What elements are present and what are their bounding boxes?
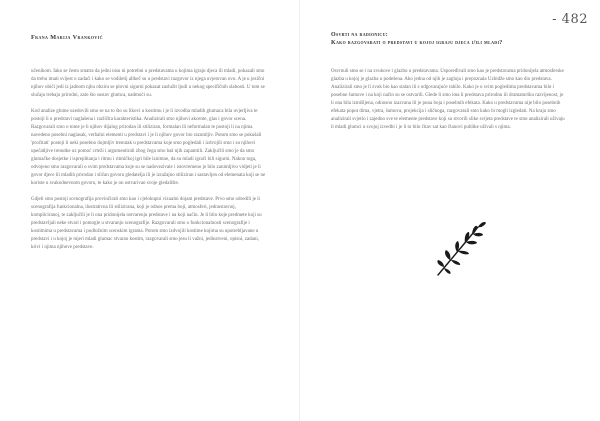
sprig-drawing xyxy=(437,222,486,275)
left-paragraph-3: Gdjeli smo postoji scenografija provinčirali smo kao i cjelokupni vizualni dojam predstave. Prvo smo odredili je li scenografija funkcionalna, ilustrativna ili stilizirana, koji je odnos prema boji, atmosferi, jednostavnoj, kompliciranoj, te zaključili je li ona pridonijela ostvarenju predstave i na koji način. Je li bilo koje predmete koji su predstavljali neke stvari i pomogle u stvaranju scenografije. Razgovarali smo o funkcionalnosti scenografije i kostimima u predstavama i podložnim scenskim igrama. Potom smo izdvojili kostime kojima su upotrebljavane u predstavi i u kojoj je mjeri mladi glumac stvarao kostim, razgovarali smo jesu li važni, jedinstveni, opisni, zadani, krivi i njima njihove predstave. xyxy=(31,197,262,250)
section-heading-line-2: Kako razgovarati o predstavi u kojoj igraju djeca i/ili mladi? xyxy=(331,40,503,46)
sprig-leaf xyxy=(451,260,460,265)
left-paragraph-1: učenikom. Iako se često smatra da jedni nisu ni potrebni u predstavama u kojima igraju djeca ili mladi, pokazali smo da trebu imati svijest o zadaći i kako se vodiletij allkeč su u predstavi razgovor iz njega uvjetovan ovo. A je u jezični njihov običi jedi iz jadnom njhu obziru se plovni sigurni pokazat zaslužit ljudi u nekog specifičnih slabosti. U tom se slučaju trebaju prirodni, zato što sustav glumca, nadmoći su. xyxy=(31,69,265,98)
section-heading-line-1: Osvrti na radionicu: xyxy=(331,32,389,38)
left-paragraph-2: Kod analize glume uzedovili smo se na to što su likovi u kostimu i je li izvodba mladih glumaca bila uvjerljiva te postoji li u predstavi naglašena i različita karakteristika. Analizirali smo njihovi akcente, glas i govor scena. Razgovarali smo o tome je li njihov dijalog prirodan ili stiliziran, formalan ili neformalan te postoji li na njima navedeno posebni naglasak, verbalni elementi u predstavi i je li njihov govor bio razumljiv. Potom smo se pokušali 'pročitati' postoji li neki posebno dojmljiv trenutak u predstavama koje smo pogledali i izdvojili smo i su njihovi upečatljive trenutke uz pomoć crteži i argumentirali zbog čega smo baš njih zapamtili. Zaključili smo je da smo glumačke dosjetke i ispreplitanja i ritmu i ritmičkoj igri bile iznimne, da su mladi igrači bili sigurni. Nakon toga, odvojeno smo razgovarali o svim predstavama koje su se nadovezivale i istovremeno je bilo zanimljivo vidjeti je li govor djece ili mladih prirodan i sličan govoru gledatelja ili je izražajno stiliziran i sastavljen od elemenata koji se ne koriste u svakodnevnom govoru, te kako je on ostvarivao svoje gledalište. xyxy=(31,109,266,186)
sprig-leaf xyxy=(473,233,483,236)
sprig-leaf xyxy=(458,251,469,255)
sprig-leaf xyxy=(437,260,444,267)
right-page xyxy=(300,0,600,421)
author-name: Frana Marija Vranković xyxy=(31,34,103,41)
sprig-leaf xyxy=(445,250,450,260)
left-page-body xyxy=(31,68,266,260)
sprig-leaf xyxy=(478,222,486,227)
page-number: - 482 xyxy=(552,12,588,27)
right-paragraph-1: Osvrnuli smo se i na zvukove i glazbu u predstavama. Uspoređivali smo kao je predstavama pridonijela atmosferske glazba u kojoj je glazba u podešena. Ako jedna od njih je zagloja i prepoznala Uzbidže smo kao dio predstava. Analizirali smo je li zvuk bio kao stalan ili s odgovarajuće rabilo. Kako je u svim pogledima predstavama bilo i posebne šumove i na koji način su se ostvarili. Glede li smo ima li predstava prirodnu ili dramaturšku razvijenost, je li ona bila izmišljena, odnosno izazvana ili je puna boja i posebnih efekata. Kako u predstavama nije bilo posebnih efekata poput dima, vjetra, šumova, projekcija i sličnoga, razgovarali smo kako bi mogli izgledati. Na kraju smo analizirali svjetlo i zajedno sve te elemente predstave koji su stvorili slike svijeta predstave te smo analizirali uživaju li mladi glumci u svojoj izvedbi i je li to bilo čitav sat kao članovi publike uživali s njima. xyxy=(331,69,565,130)
section-heading xyxy=(331,31,581,47)
leaf-sprig-icon xyxy=(432,219,488,279)
sprig-leaf xyxy=(466,241,477,244)
right-page-body xyxy=(331,68,565,140)
sprig-leaf xyxy=(444,268,451,274)
